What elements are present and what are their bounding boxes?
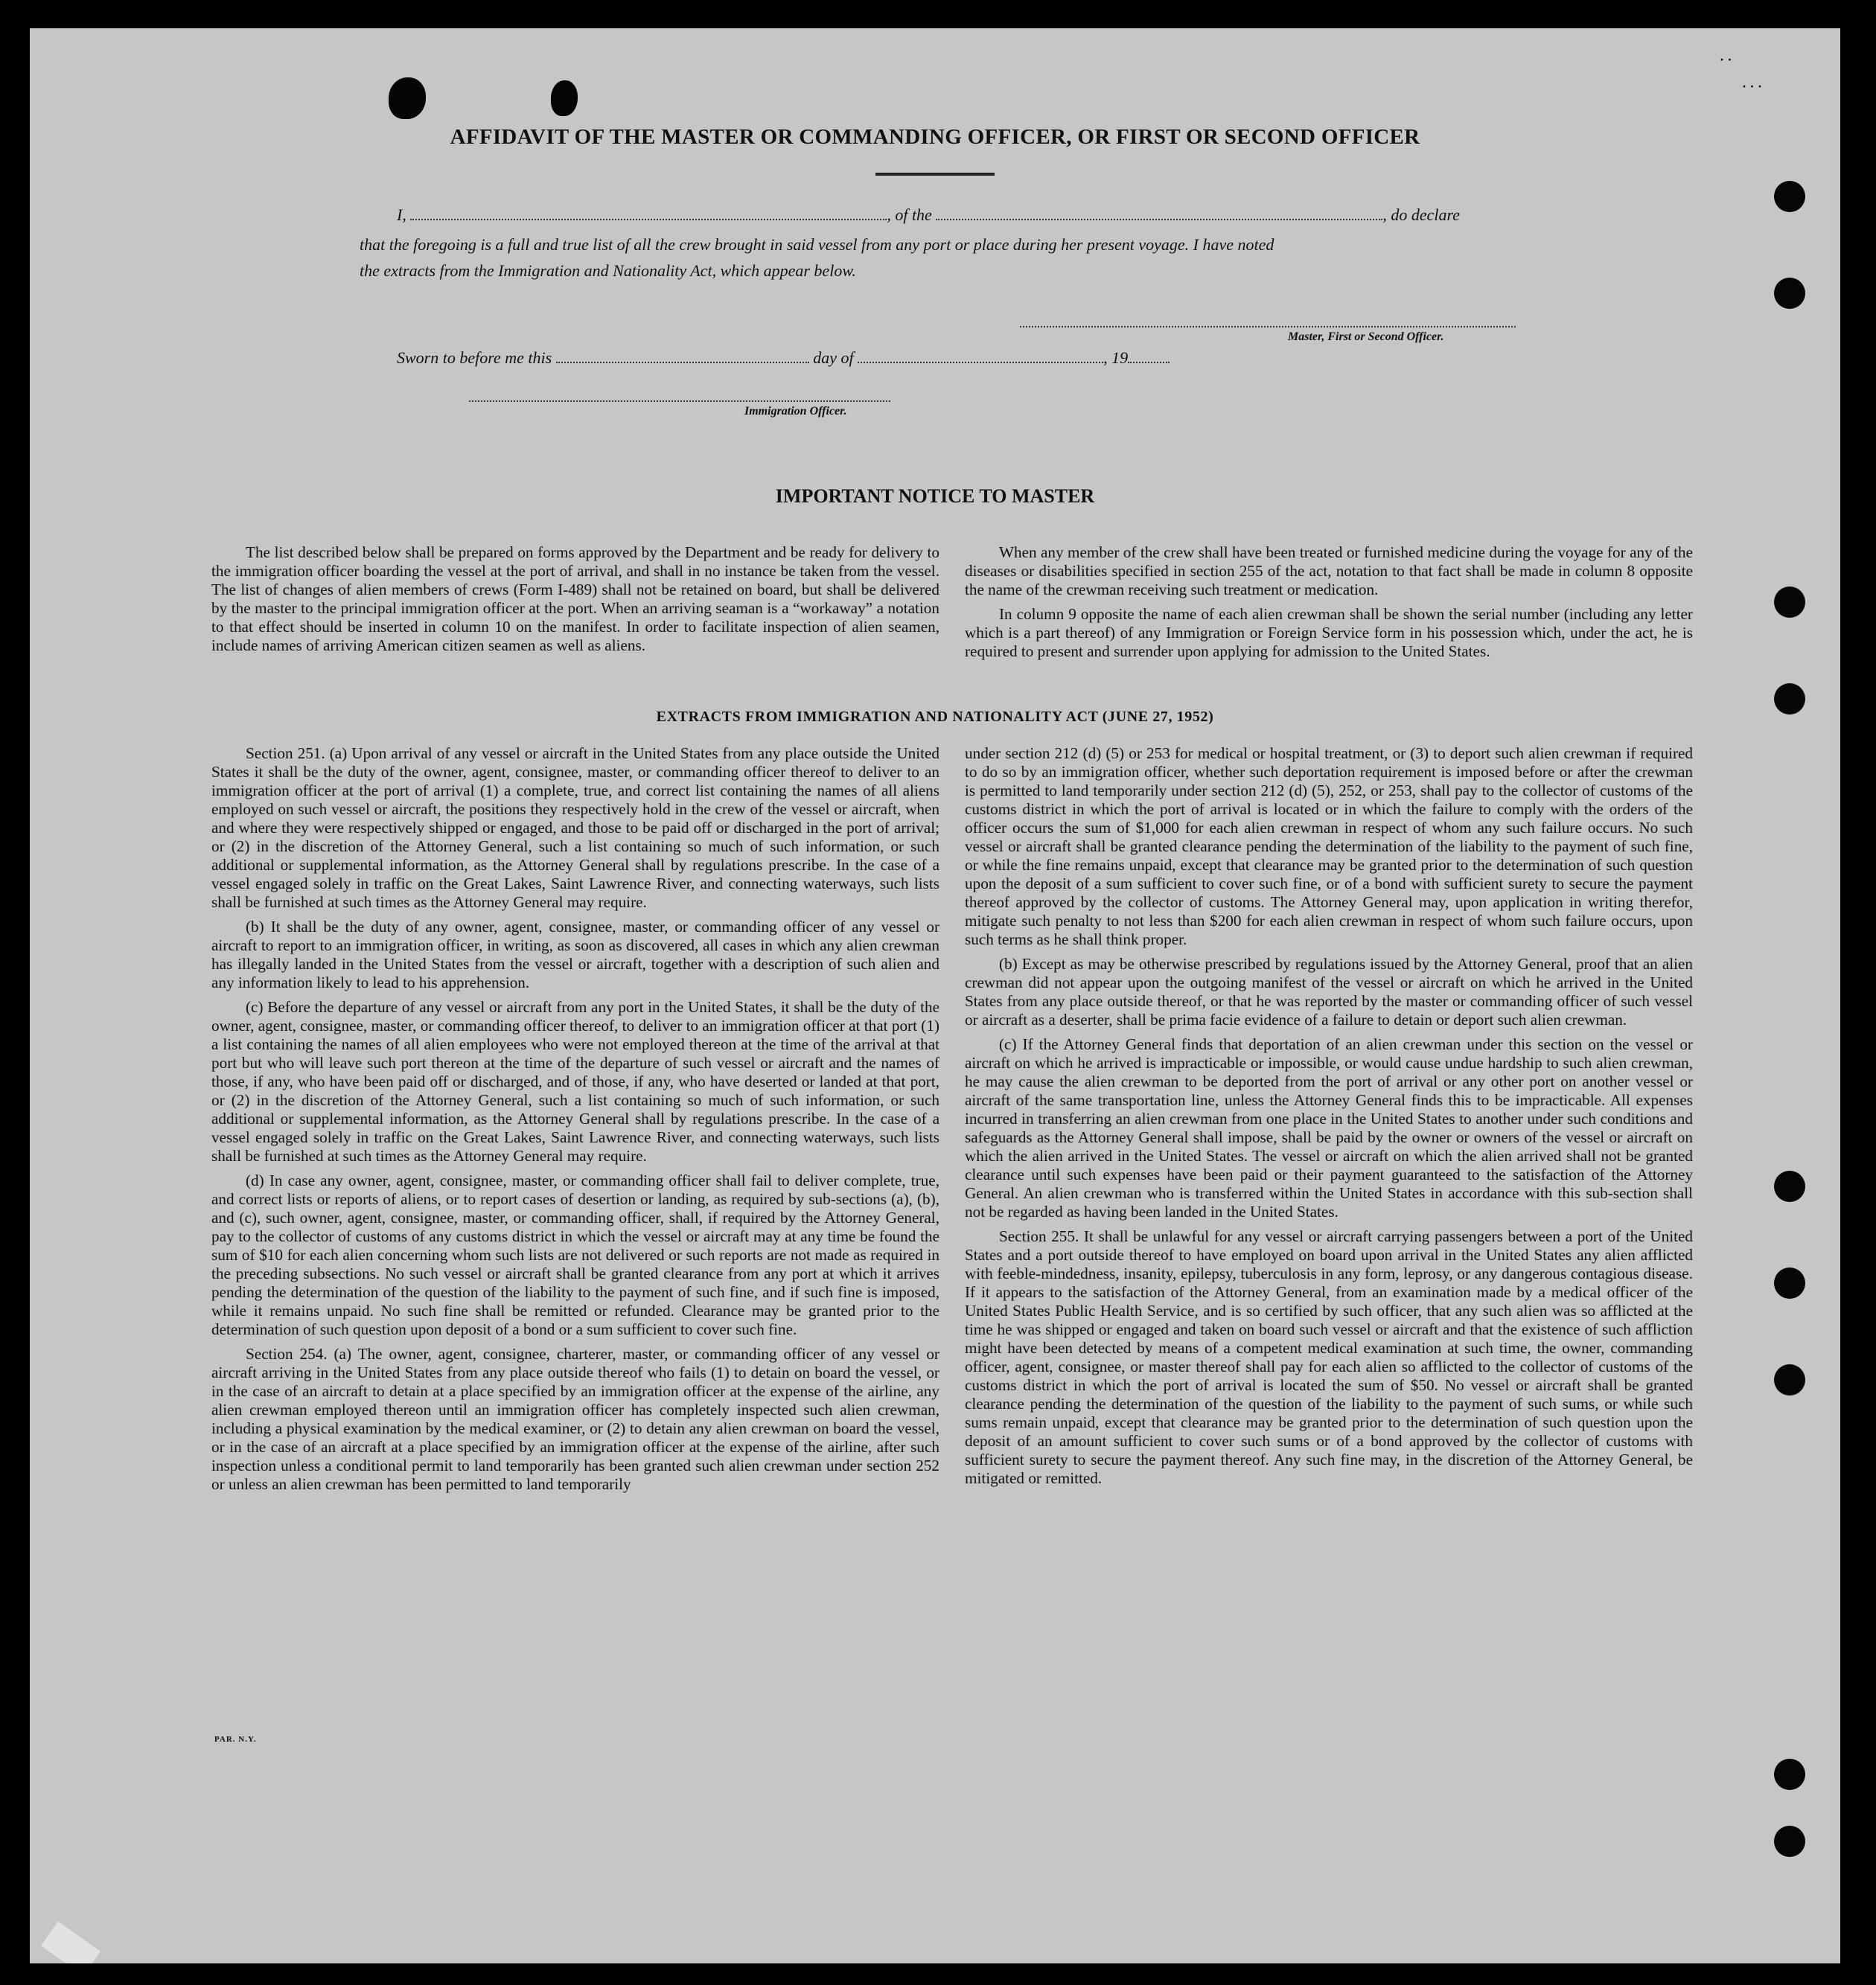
- officer-signature-caption: Immigration Officer.: [744, 405, 847, 418]
- punch-hole: [1774, 1759, 1805, 1790]
- punch-hole: [1774, 181, 1805, 212]
- title-rule: [875, 173, 995, 176]
- section-251c-paragraph: (c) Before the departure of any vessel or aircraft from any port in the United States, it shall be the duty of the owner, agent, consignee, master, or commanding officer thereof, to deliver to an immigration officer at that port (1) a list containing the names of all alien employees who were not employed thereon at the time of the arrival at that port but who will leave such port thereon at the time of the departure of such vessel or aircraft and the names of those, if any, who have been paid off or discharged, and of those, if any, who have deserted or landed at that port, or (2) in the discretion of the Attorney General, such a list containing so much of such information, or such additional or supplemental information, as the Attorney General shall by regulations prescribe. In the case of a vessel engaged solely in traffic on the Great Lakes, Saint Lawrence River, and connecting waterways, such lists shall be furnished at such times as the Attorney General may require.: [211, 998, 939, 1165]
- notice-left-column: [211, 543, 939, 661]
- vessel-name-field[interactable]: [936, 217, 1382, 220]
- declarant-label: I,: [397, 205, 406, 224]
- section-255-paragraph: Section 255. It shall be unlawful for any vessel or aircraft carrying passengers between a port of the United States and a port outside thereof to have employed on board upon arrival in the United States any alien afflicted with feeble-mindedness, insanity, epilepsy, tuberculosis in any form, leprosy, or any dangerous contagious disease. If it appears to the satisfaction of the Attorney General, from an examination made by a medical officer of the United States Public Health Service, and is so certified by such officer, that any such alien was so afflicted at the time he was shipped or engaged and taken on board such vessel or aircraft and that the existence of such affliction might have been detected by means of a competent medical examination at such time, the owner, commanding officer, agent, consignee, or master thereof shall pay for each alien so afflicted to the collector of customs of the customs district in which the port of arrival is located the sum of $50. No vessel or aircraft shall be granted clearance pending the determination of the question of the liability to the payment of such sums, or while such sums remain unpaid, except that clearance may be granted prior to the determination of such question upon the deposit of an amount sufficient to cover such sums or of a bond approved by the collector of customs with sufficient surety to secure the payment thereof. Any such fine may, in the discretion of the Attorney General, be mitigated or remitted.: [965, 1227, 1693, 1487]
- year-label: , 19: [1103, 348, 1129, 367]
- section-251b-paragraph: (b) It shall be the duty of any owner, agent, consignee, master, or commanding officer of any vessel or aircraft to report to an immigration officer, in writing, as soon as discovered, all cases in which any alien crewman has illegally landed in the United States from the vessel or aircraft, together with a description of such alien and any information likely to lead to his apprehension.: [211, 918, 939, 991]
- notice-paragraph: When any member of the crew shall have been treated or furnished medicine during the voyage for any of the diseases or disabilities specified in section 255 of the act, notation to that fact shall be made in column 8 opposite the name of the crewman receiving such treatment or medication.: [965, 543, 1693, 598]
- section-251a-paragraph: Section 251. (a) Upon arrival of any vessel or aircraft in the United States from any place outside the United States it shall be the duty of the owner, agent, consignee, master, or commanding officer thereof to deliver to an immigration officer at the port of arrival (1) a complete, true, and correct list containing the names of all aliens employed on such vessel or aircraft, the positions they respectively hold in the crew of the vessel or aircraft, when and where they were respectively shipped or engaged, and those to be paid off or discharged in the port of arrival; or (2) in the discretion of the Attorney General, such a list containing so much of such information, or such additional or supplemental information, as the Attorney General shall by regulations prescribe. In the case of a vessel engaged solely in traffic on the Great Lakes, Saint Lawrence River, and connecting waterways, such lists shall be furnished at such times as the Attorney General may require.: [211, 744, 939, 911]
- notice-paragraph: The list described below shall be prepared on forms approved by the Department and be ready for delivery to the immigration officer boarding the vessel at the port of arrival, and shall in no instance be taken from the vessel. The list of changes of alien members of crews (Form I-489) shall not be retained on board, but shall be delivered by the master to the principal immigration officer at the port. When an arriving seaman is a “workaway” a notation to that effect should be inserted in column 10 on the manifest. In order to facilitate inspection of alien seamen, include names of arriving American citizen seamen as well as aliens.: [211, 543, 939, 654]
- extracts-left-column: [211, 744, 939, 1500]
- extracts-right-column: [965, 744, 1693, 1494]
- section-254a-continued-paragraph: under section 212 (d) (5) or 253 for medical or hospital treatment, or (3) to deport such alien crewman if required to do so by an immigration officer, whether such deportation requirement is imposed before or after the crewman is permitted to land temporarily under section 212 (d) (5), 252, or 253, shall pay to the collector of customs of the customs district in which the port of arrival is located or in which the failure to comply with the orders of the officer occurs the sum of $1,000 for each alien crewman in respect of whom any such failure occurs. No such vessel or aircraft shall be granted clearance pending the determination of the liability to the payment of such fine, or while the fine remains unpaid, except that clearance may be granted prior to the determination of such question upon the deposit of a sum sufficient to cover such fine, or of a bond with sufficient surety to secure the payment thereof approved by the collector of customs. The Attorney General may, upon application in writing therefor, mitigate such penalty to not less than $200 for each alien crewman in respect of whom such failure occurs, upon such terms as he shall think proper.: [965, 744, 1693, 948]
- punch-hole: [1774, 1171, 1805, 1202]
- declare-label: , do declare: [1382, 205, 1460, 224]
- document-page: [30, 28, 1840, 1963]
- punch-hole: [1774, 586, 1805, 618]
- notice-title: IMPORTANT NOTICE TO MASTER: [775, 485, 1095, 507]
- ink-blot: [389, 77, 426, 119]
- extracts-title: EXTRACTS FROM IMMIGRATION AND NATIONALITY ACT (JUNE 27, 1952): [656, 709, 1214, 725]
- notice-right-column: [965, 543, 1693, 667]
- punch-hole: [1774, 1826, 1805, 1857]
- section-251d-paragraph: (d) In case any owner, agent, consignee, master, or commanding officer shall fail to deliver complete, true, and correct lists or reports of aliens, or to report cases of desertion or landing, as required by sub-sections (a), (b), and (c), such owner, agent, consignee, master, or commanding officer, shall, if required by the Attorney General, pay to the collector of customs of any customs district in which the vessel or aircraft may at any time be found the sum of $10 for each alien concerning whom such lists are not delivered or such reports are not made as required in the preceding subsections. No such vessel or aircraft shall be granted clearance from any port at which it arrives pending the determination of the question of the liability to the payment of such fine, and if such fine is imposed, while it remains unpaid. No such fine shall be remitted or refunded. Clearance may be granted prior to the determination of such question upon deposit of a bond or a sum sufficient to cover such fine.: [211, 1171, 939, 1338]
- day-of-label: day of: [813, 348, 854, 367]
- notice-paragraph: In column 9 opposite the name of each alien crewman shall be shown the serial number (including any letter which is a part thereof) of any Immigration or Foreign Service form in his possession which, under the act, he is required to present and surrender upon applying for admission to the United States.: [965, 605, 1693, 660]
- sworn-month-field[interactable]: [858, 360, 1103, 363]
- sworn-day-field[interactable]: [556, 360, 809, 363]
- declaration-line: [397, 205, 1460, 225]
- section-254c-paragraph: (c) If the Attorney General finds that deportation of an alien crewman under this section on the vessel or aircraft on which he arrived is impracticable or impossible, or would cause undue hardship to such alien crewman, he may cause the alien crewman to be deported from the port of arrival or any other port on another vessel or aircraft of the same transportation line, unless the Attorney General finds this to be impracticable. All expenses incurred in transferring an alien crewman from one place in the United States to another under such conditions and safeguards as the Attorney General shall impose, shall be paid by the owner or owners of the vessel or aircraft on which the alien arrived in the United States. The vessel or aircraft on which the alien arrived shall not be granted clearance until such expenses have been paid or their payment guaranteed to the satisfaction of the Attorney General. An alien crewman who is transferred within the United States in accordance with this sub-section shall not be regarded as having been landed in the United States.: [965, 1035, 1693, 1221]
- sworn-year-field[interactable]: [1128, 360, 1170, 363]
- punch-hole: [1774, 1364, 1805, 1396]
- declaration-text-line: the extracts from the Immigration and Nationality Act, which appear below.: [360, 261, 856, 280]
- punch-hole: [1774, 278, 1805, 309]
- sworn-label: Sworn to before me this: [397, 348, 552, 367]
- paper-specks: · ·: [1720, 52, 1732, 67]
- master-signature-caption: Master, First or Second Officer.: [1288, 330, 1444, 343]
- master-signature-field[interactable]: [1020, 326, 1516, 327]
- sworn-line: [397, 348, 1170, 368]
- vessel-label: , of the: [887, 205, 932, 224]
- section-254a-paragraph: Section 254. (a) The owner, agent, consignee, charterer, master, or commanding officer of any vessel or aircraft arriving in the United States from any place outside thereof who fails (1) to detain on board the vessel, or in the case of an aircraft to detain at a place specified by an immigration officer at the expense of the airline, any alien crewman employed thereon until an immigration officer has completely inspected such alien crewman, including a physical examination by the medical examiner, or (2) to detain any alien crewman on board the vessel, or in the case of an aircraft at a place specified by an immigration officer at the expense of the airline, after such inspection unless a conditional permit to land temporarily has been granted such alien crewman under section 252 or unless an alien crewman has been permitted to land temporarily: [211, 1345, 939, 1493]
- folded-corner: [41, 1922, 100, 1963]
- paper-specks: · · ·: [1742, 79, 1763, 94]
- section-254b-paragraph: (b) Except as may be otherwise prescribed by regulations issued by the Attorney General, proof that an alien crewman did not appear upon the outgoing manifest of the vessel or aircraft on which he arrived in the United States from any place outside thereof, or that he was reported by the master or commanding officer of such vessel or aircraft as a deserter, shall be prima facie evidence of a failure to detain or deport such alien crewman.: [965, 955, 1693, 1029]
- declaration-text-line: that the foregoing is a full and true list of all the crew brought in said vessel from any port or place during her present voyage. I have noted: [360, 235, 1274, 254]
- printer-imprint: PAR. N.Y.: [214, 1735, 257, 1744]
- ink-blot: [551, 80, 578, 116]
- declarant-name-field[interactable]: [410, 217, 887, 220]
- affidavit-title: AFFIDAVIT OF THE MASTER OR COMMANDING OFFICER, OR FIRST OR SECOND OFFICER: [450, 125, 1420, 149]
- officer-signature-field[interactable]: [469, 400, 890, 402]
- punch-hole: [1774, 1268, 1805, 1299]
